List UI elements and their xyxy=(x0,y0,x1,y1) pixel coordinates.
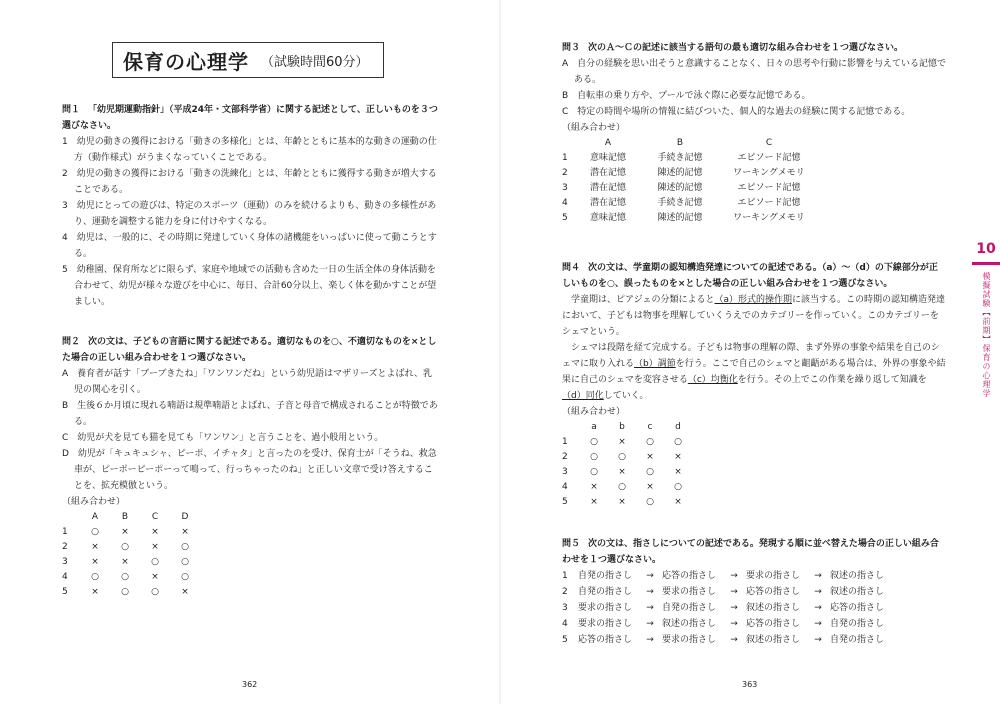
arrow-icon: → xyxy=(646,603,654,613)
option-cell: ○ xyxy=(91,527,99,537)
option-number: 1 xyxy=(562,571,568,581)
option-step: 自発の指さし xyxy=(662,603,717,613)
q4-col-header: b xyxy=(619,422,625,432)
q3-label: 問３ xyxy=(562,43,581,53)
question-3 xyxy=(562,40,946,226)
option-step: 応答の指さし xyxy=(746,619,801,629)
option-cell: 意味記憶 xyxy=(589,153,626,163)
exam-title-box xyxy=(112,42,384,78)
option-cell: ○ xyxy=(151,557,159,567)
option-cell: ○ xyxy=(121,572,129,582)
q4-underline-d: （d）同化 xyxy=(562,391,604,401)
option-cell: × xyxy=(181,527,189,537)
option-step: 要求の指さし xyxy=(662,587,717,597)
option-cell: × xyxy=(590,482,598,492)
q4-text: シェマは段階を経て完成する。子どもは物事の理解の際、まず外界の事象や結果を自己のシェマに取り入れる xyxy=(562,343,940,369)
q2-col-header: B xyxy=(121,512,129,522)
option-step: 応答の指さし xyxy=(830,603,885,613)
option-step: 要求の指さし xyxy=(662,635,717,645)
q5-option-row xyxy=(562,584,946,600)
q3-option-row xyxy=(562,151,814,166)
option-cell: ○ xyxy=(590,467,598,477)
option-step: 叙述の指さし xyxy=(746,603,801,613)
q2-item: A 養育者が話す「ブーブきたね」「ワンワンだね」という幼児語はマザリーズとよばれ、乳児の関心を引く。 xyxy=(62,369,433,395)
option-number: 3 xyxy=(62,557,68,567)
option-step: 要求の指さし xyxy=(578,603,633,613)
option-cell: ○ xyxy=(121,587,129,597)
arrow-icon: → xyxy=(814,635,822,645)
option-step: 応答の指さし xyxy=(662,571,717,581)
arrow-icon: → xyxy=(730,635,738,645)
q4-options-table xyxy=(562,420,692,510)
q2-item: D 幼児が「キュキュシャ、ピーポ、イチャタ」と言ったのを受け、保育士が「そうね、救急車が、ピーポーピーポーって鳴って、行っちゃったのね」と正しい文章で受け答えすることを、拡充模倣という。 xyxy=(62,449,437,491)
arrow-icon: → xyxy=(814,571,822,581)
option-cell: エピソード記憶 xyxy=(737,183,801,193)
q2-item: B 生後６か月頃に現れる喃語は規準喃語とよばれ、子音と母音で構成されることが特徴である。 xyxy=(62,401,438,427)
option-number: 3 xyxy=(562,603,568,613)
option-cell: × xyxy=(151,572,159,582)
arrow-icon: → xyxy=(814,603,822,613)
option-step: 叙述の指さし xyxy=(746,635,801,645)
q3-combo-label: （組み合わせ） xyxy=(562,123,626,133)
arrow-icon: → xyxy=(814,587,822,597)
option-cell: ○ xyxy=(590,452,598,462)
option-number: 3 xyxy=(562,467,568,477)
option-number: 5 xyxy=(562,497,568,507)
q4-option-row xyxy=(562,435,692,450)
q4-label: 問４ xyxy=(562,263,581,273)
q2-option-row xyxy=(62,525,200,540)
q5-stem: 次の文は、指さしについての記述である。発現する順に並べ替えた場合の正しい組み合わせを１つ選びなさい。 xyxy=(562,539,939,565)
arrow-icon: → xyxy=(646,571,654,581)
q2-col-header: C xyxy=(151,512,159,522)
option-number: 4 xyxy=(562,482,568,492)
q4-col-header: a xyxy=(591,422,597,432)
option-number: 2 xyxy=(562,452,568,462)
option-number: 2 xyxy=(562,168,568,178)
option-cell: 陳述的記憶 xyxy=(657,183,703,193)
option-cell: 潜在記憶 xyxy=(589,168,626,178)
option-cell: ○ xyxy=(151,587,159,597)
q4-option-row xyxy=(562,450,692,465)
q2-col-header: D xyxy=(181,512,189,522)
q3-option-row xyxy=(562,211,814,226)
option-cell: 潜在記憶 xyxy=(589,183,626,193)
q5-option-row xyxy=(562,600,946,616)
option-cell: × xyxy=(590,497,598,507)
option-number: 5 xyxy=(562,635,568,645)
q2-combo-label: （組み合わせ） xyxy=(62,497,126,507)
option-cell: × xyxy=(674,452,682,462)
q3-option-row xyxy=(562,181,814,196)
arrow-icon: → xyxy=(730,619,738,629)
option-number: 1 xyxy=(562,437,568,447)
option-number: 4 xyxy=(562,619,568,629)
q3-option-row xyxy=(562,166,814,181)
q2-col-header: A xyxy=(91,512,99,522)
q3-item: C 特定の時間や場所の情報に結びついた、個人的な過去の経験に関する記憶である。 xyxy=(562,107,911,117)
option-number: 1 xyxy=(62,527,68,537)
q1-item: 4 幼児は、一般的に、その時期に発達していく身体の諸機能をいっぱいに使って動こうとする。 xyxy=(62,233,437,259)
option-cell: × xyxy=(91,587,99,597)
q4-paragraph-2 xyxy=(562,340,946,404)
q3-options-table xyxy=(562,136,814,226)
arrow-icon: → xyxy=(730,603,738,613)
option-number: 5 xyxy=(62,587,68,597)
option-cell: × xyxy=(674,497,682,507)
option-cell: ワーキングメモリ xyxy=(733,168,805,178)
q3-col-header: B xyxy=(676,138,684,148)
exam-time-limit: （試験時間60分） xyxy=(261,54,369,70)
q1-item: 2 幼児の動きの獲得における「動きの洗練化」とは、年齢とともに獲得する動きが増大することである。 xyxy=(62,169,437,195)
option-step: 応答の指さし xyxy=(578,635,633,645)
q5-option-row xyxy=(562,568,946,584)
q2-option-row xyxy=(62,570,200,585)
option-cell: 手続き記憶 xyxy=(657,198,703,208)
q4-text: を行う。ここで自己のシェマと齟齬がある場合は、外界の事象や結果に自己のシェマを変容させる xyxy=(562,359,946,385)
option-cell: ○ xyxy=(618,482,626,492)
option-step: 叙述の指さし xyxy=(830,587,885,597)
option-cell: 意味記憶 xyxy=(589,213,626,223)
question-4 xyxy=(562,260,946,510)
arrow-icon: → xyxy=(814,619,822,629)
option-cell: ○ xyxy=(618,452,626,462)
q4-combo-label: （組み合わせ） xyxy=(562,407,626,417)
q3-option-row xyxy=(562,196,814,211)
option-cell: ○ xyxy=(674,437,682,447)
arrow-icon: → xyxy=(646,587,654,597)
q5-option-row xyxy=(562,616,946,632)
q1-label: 問１ xyxy=(62,105,81,115)
option-cell: ○ xyxy=(121,542,129,552)
option-number: 3 xyxy=(562,183,568,193)
option-cell: 手続き記憶 xyxy=(657,153,703,163)
q5-option-row xyxy=(562,632,946,648)
arrow-icon: → xyxy=(730,587,738,597)
chapter-title: 模擬試験【前期】保育の心理学 xyxy=(982,272,991,398)
option-step: 自発の指さし xyxy=(830,619,885,629)
option-cell: × xyxy=(91,557,99,567)
page-number-right: 363 xyxy=(742,680,758,689)
option-cell: × xyxy=(151,527,159,537)
option-cell: × xyxy=(618,497,626,507)
option-step: 叙述の指さし xyxy=(662,619,717,629)
option-number: 5 xyxy=(562,213,568,223)
option-cell: ○ xyxy=(646,437,654,447)
question-5 xyxy=(562,536,946,648)
option-step: 叙述の指さし xyxy=(830,571,885,581)
q4-text: していく。 xyxy=(603,391,649,401)
option-cell: エピソード記憶 xyxy=(737,153,801,163)
option-cell: ○ xyxy=(181,572,189,582)
q1-item: 3 幼児にとっての遊びは、特定のスポーツ（運動）のみを続けるよりも、動きの多様性があり、運動を調整する能力を身に付けやすくなる。 xyxy=(62,201,437,227)
option-cell: × xyxy=(674,467,682,477)
option-cell: × xyxy=(618,467,626,477)
q2-item: C 幼児が犬を見ても猫を見ても「ワンワン」と言うことを、過小般用という。 xyxy=(62,433,384,443)
chapter-divider xyxy=(972,262,1000,265)
q4-col-header: c xyxy=(647,422,653,432)
q3-item: B 自転車の乗り方や、プールで泳ぐ際に必要な記憶である。 xyxy=(562,91,811,101)
q4-option-row xyxy=(562,465,692,480)
chapter-tab xyxy=(972,240,1000,510)
option-number: 4 xyxy=(562,198,568,208)
option-cell: ○ xyxy=(674,482,682,492)
right-page xyxy=(500,0,1000,704)
option-cell: ワーキングメモリ xyxy=(733,213,805,223)
q2-label: 問２ xyxy=(62,337,81,347)
q5-label: 問５ xyxy=(562,539,581,549)
q3-col-header: A xyxy=(604,138,612,148)
option-cell: × xyxy=(618,437,626,447)
q2-option-row xyxy=(62,540,200,555)
option-cell: × xyxy=(181,587,189,597)
q2-option-row xyxy=(62,585,200,600)
option-cell: × xyxy=(151,542,159,552)
option-step: 自発の指さし xyxy=(830,635,885,645)
option-number: 2 xyxy=(62,542,68,552)
option-cell: 潜在記憶 xyxy=(589,198,626,208)
option-cell: × xyxy=(121,557,129,567)
option-cell: × xyxy=(646,452,654,462)
q4-underline-c: （c）均衡化 xyxy=(687,375,738,385)
arrow-icon: → xyxy=(730,571,738,581)
q4-underline-a: （a）形式的操作期 xyxy=(714,295,792,305)
q4-text: に該当する。この時期の認知構造発達において、子どもは物事を理解していくうえでのカテゴリーを作っていく。このカテゴリーをシェマという。 xyxy=(562,295,945,337)
option-cell: × xyxy=(646,482,654,492)
option-cell: 陳述的記憶 xyxy=(657,213,703,223)
option-cell: ○ xyxy=(181,557,189,567)
option-cell: ○ xyxy=(646,467,654,477)
option-cell: ○ xyxy=(91,572,99,582)
q3-stem: 次のＡ～Ｃの記述に該当する語句の最も適切な組み合わせを１つ選びなさい。 xyxy=(588,43,904,53)
q2-stem: 次の文は、子どもの言語に関する記述である。適切なものを○、不適切なものを×とした場合の正しい組み合わせを１つ選びなさい。 xyxy=(62,337,437,363)
q4-underline-b: （b）調節 xyxy=(634,359,676,369)
q2-option-row xyxy=(62,555,200,570)
page-number-left: 362 xyxy=(242,680,258,689)
q4-option-row xyxy=(562,480,692,495)
option-cell: ○ xyxy=(646,497,654,507)
chapter-number: 10 xyxy=(976,241,996,257)
q1-item: 1 幼児の動きの獲得における「動きの多様化」とは、年齢とともに基本的な動きの運動の仕方（動作様式）がうまくなっていくことである。 xyxy=(62,137,437,163)
q1-item: 5 幼稚園、保育所などに限らず、家庭や地域での活動も含めた一日の生活全体の身体活動を合わせて、幼児が様々な遊びを中心に、毎日、合計60分以上、楽しく体を動かすことが望ましい。 xyxy=(62,265,437,307)
q2-options-table xyxy=(62,510,200,600)
q4-col-header: d xyxy=(675,422,681,432)
option-cell: ○ xyxy=(181,542,189,552)
option-step: 要求の指さし xyxy=(746,571,801,581)
option-cell: エピソード記憶 xyxy=(737,198,801,208)
q3-item: A 自分の経験を思い出そうと意識することなく、日々の思考や行動に影響を与えている記憶である。 xyxy=(562,59,946,85)
option-cell: ○ xyxy=(590,437,598,447)
option-step: 要求の指さし xyxy=(578,619,633,629)
question-1 xyxy=(62,102,440,310)
question-2 xyxy=(62,334,440,600)
option-cell: 陳述的記憶 xyxy=(657,168,703,178)
q4-stem: 次の文は、学童期の認知構造発達についての記述である。（a）～（d）の下線部分が正しいものを○、誤ったものを×とした場合の正しい組み合わせを１つ選びなさい。 xyxy=(562,263,938,289)
option-number: 4 xyxy=(62,572,68,582)
option-step: 応答の指さし xyxy=(746,587,801,597)
q4-option-row xyxy=(562,495,692,510)
q4-paragraph-1 xyxy=(562,292,946,340)
q1-stem: 「幼児期運動指針」（平成24年・文部科学省）に関する記述として、正しいものを３つ選びなさい。 xyxy=(62,105,438,131)
q4-text: を行う。その上でこの作業を繰り返して知識を xyxy=(737,375,927,385)
option-step: 自発の指さし xyxy=(578,571,633,581)
exam-title: 保育の心理学 xyxy=(123,49,249,74)
option-number: 1 xyxy=(562,153,568,163)
option-number: 2 xyxy=(562,587,568,597)
q3-col-header: C xyxy=(765,138,773,148)
arrow-icon: → xyxy=(646,635,654,645)
option-cell: × xyxy=(121,527,129,537)
option-cell: × xyxy=(91,542,99,552)
q4-text: 学童期は、ピアジェの分類によると xyxy=(571,295,715,305)
option-step: 自発の指さし xyxy=(578,587,633,597)
arrow-icon: → xyxy=(646,619,654,629)
